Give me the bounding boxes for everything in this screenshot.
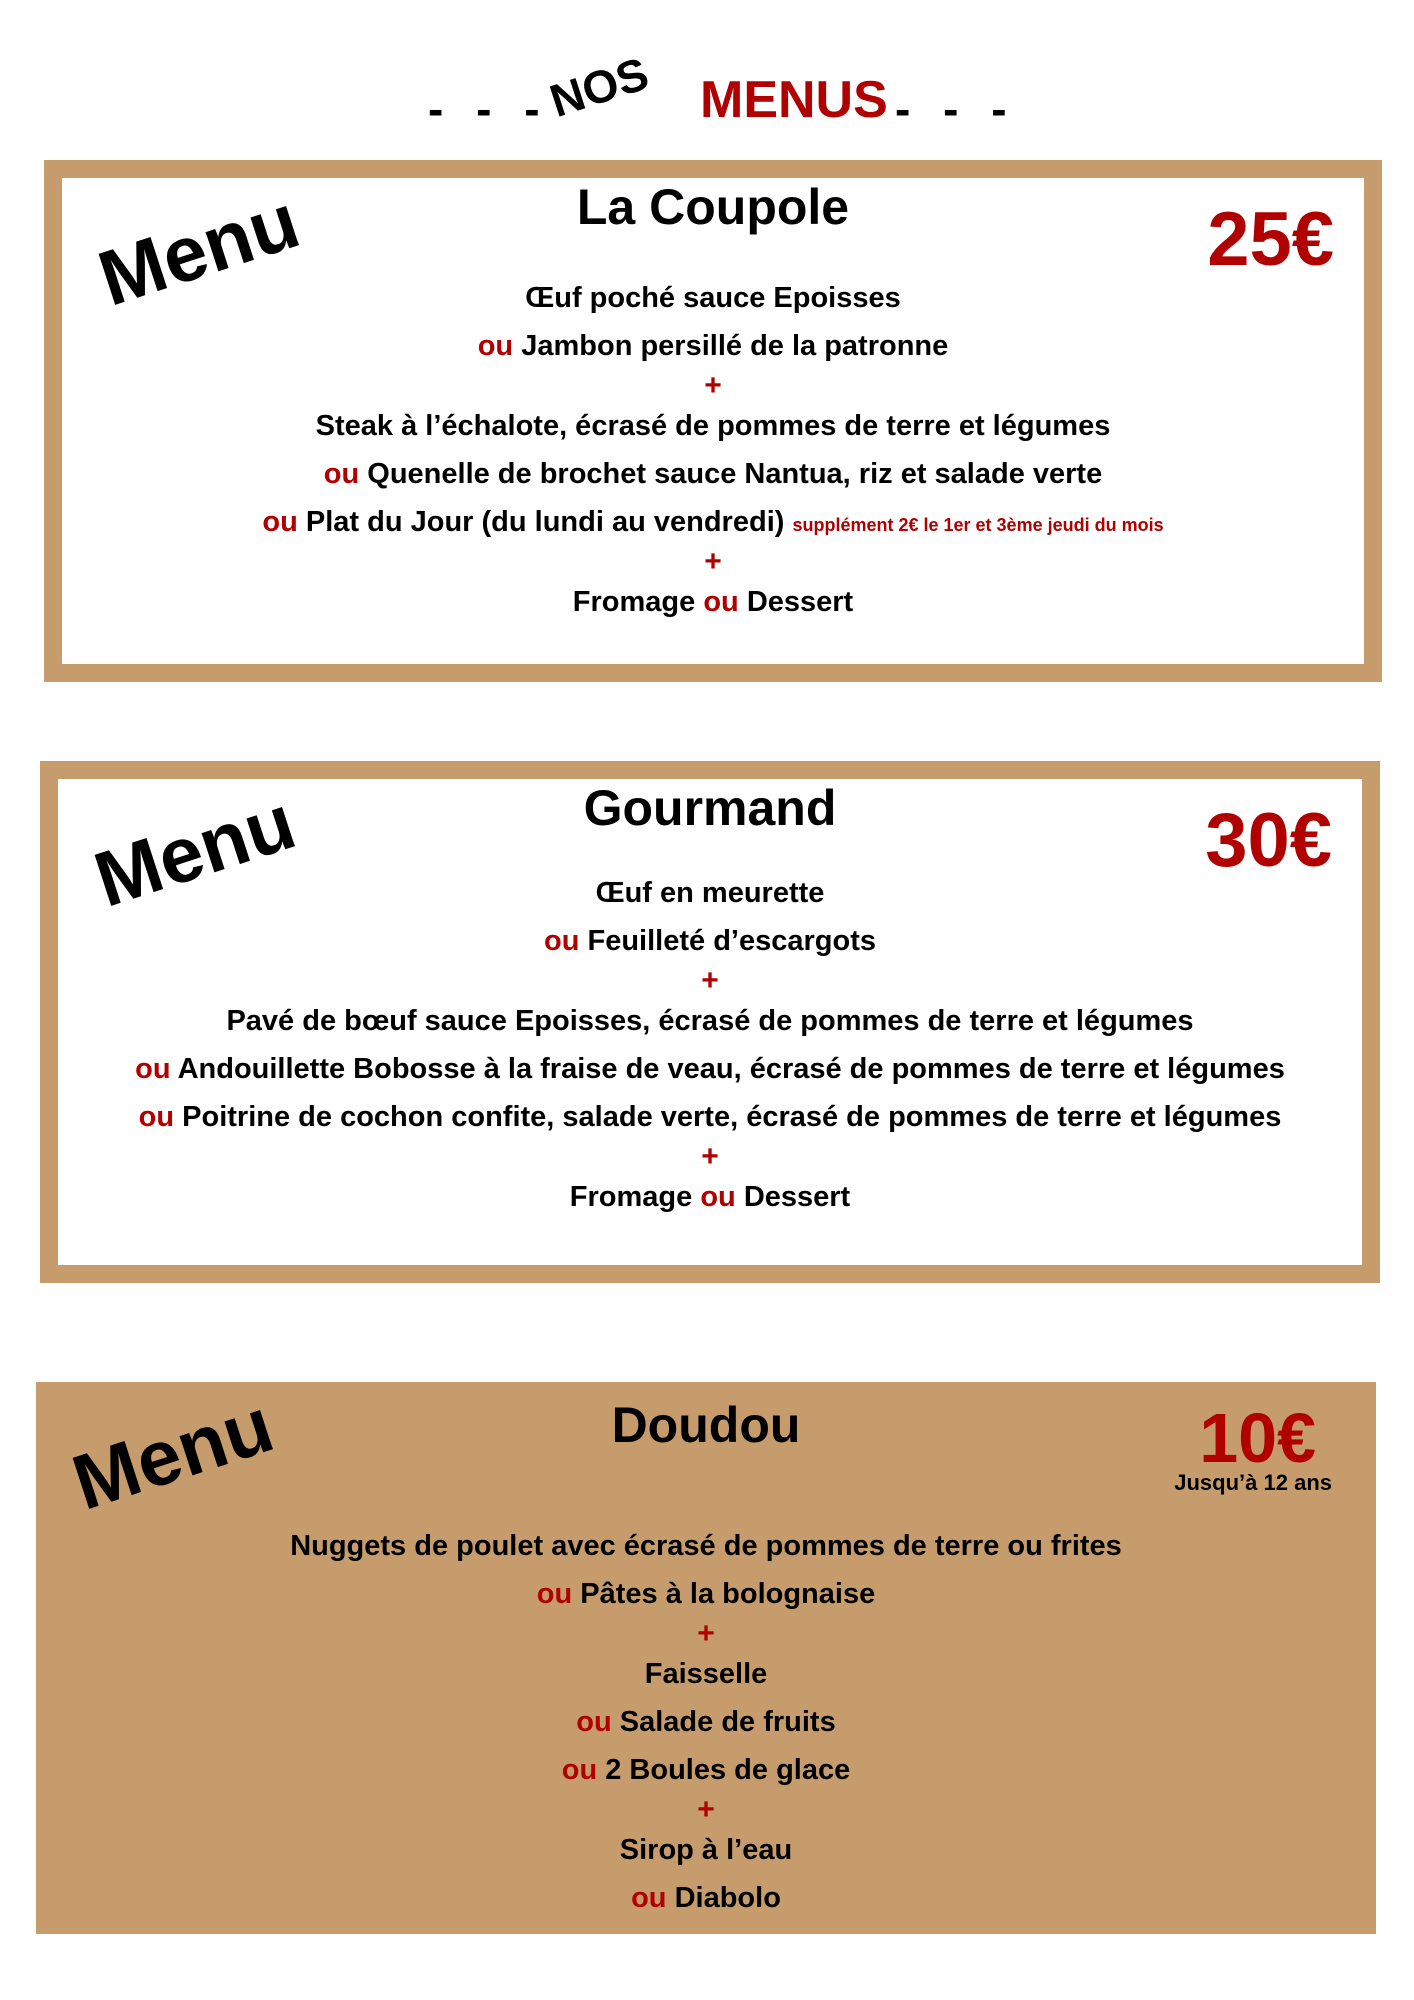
menu-item-text: Plat du Jour (du lundi au vendredi) — [305, 506, 785, 538]
menu-item-line — [36, 1874, 1376, 1922]
menu-item-line — [62, 402, 1364, 450]
header-nos: NOS — [543, 46, 655, 128]
alternative-ou: ou — [477, 330, 514, 362]
menu-item-line — [36, 1570, 1376, 1618]
menu-item-text: Faisselle — [644, 1658, 768, 1690]
course-separator-plus: + — [704, 369, 722, 402]
menu-item-line — [62, 322, 1364, 370]
menu-item-line — [62, 578, 1364, 626]
menu-item-text: Pâtes à la bolognaise — [580, 1578, 876, 1610]
menu-price-note: Jusqu’à 12 ans — [1174, 1470, 1332, 1495]
menu-item-text: Salade de fruits — [619, 1706, 836, 1738]
menu-lines — [36, 1522, 1376, 1922]
menu-item-line — [58, 869, 1362, 917]
menu-lines — [58, 869, 1362, 1221]
menu-price: 10€ — [1199, 1399, 1316, 1477]
menu-card-la-coupole — [44, 160, 1382, 682]
menu-item-line — [58, 1045, 1362, 1093]
menu-item-text: Diabolo — [674, 1882, 781, 1914]
menu-item-text: Nuggets de poulet avec écrasé de pommes de terre ou frites — [290, 1530, 1122, 1562]
menu-item-line — [58, 1093, 1362, 1141]
menu-label: Menu — [62, 1380, 284, 1527]
alternative-ou: ou — [536, 1578, 573, 1610]
header-left-dashes: - - - — [428, 83, 550, 135]
menu-item-text: Steak à l’échalote, écrasé de pommes de terre et légumes — [315, 410, 1111, 442]
menu-label: Menu — [84, 777, 306, 924]
menu-item-text: Feuilleté d’escargots — [587, 925, 876, 957]
menu-item-text: Quenelle de brochet sauce Nantua, riz et salade verte — [367, 458, 1103, 490]
menu-card-gourmand — [40, 761, 1380, 1283]
menu-card-doudou — [36, 1382, 1376, 1934]
menu-item-text: Œuf poché sauce Epoisses — [525, 282, 901, 314]
header-right-dashes: - - - — [895, 83, 1017, 135]
menu-item-line — [58, 917, 1362, 965]
course-separator-plus: + — [704, 545, 722, 578]
menu-item-line — [36, 1650, 1376, 1698]
course-separator-plus: + — [701, 964, 719, 997]
menu-item-line — [58, 997, 1362, 1045]
course-separator-plus: + — [701, 1140, 719, 1173]
menu-item-text: Andouillette Bobosse à la fraise de veau, écrasé de pommes de terre et légumes — [177, 1053, 1285, 1085]
supplement-note: supplément 2€ le 1er et 3ème jeudi du mois — [792, 515, 1164, 535]
menu-item-line — [36, 1746, 1376, 1794]
menu-item-text: Fromage — [569, 1181, 693, 1213]
alternative-ou: ou — [561, 1754, 598, 1786]
alternative-ou: ou — [138, 1101, 175, 1133]
menu-item-text: Poitrine de cochon confite, salade verte, écrasé de pommes de terre et légumes — [182, 1101, 1282, 1133]
menu-item-line — [58, 1173, 1362, 1221]
menu-item-text: Fromage — [572, 586, 696, 618]
menu-label: Menu — [88, 176, 310, 323]
menu-item-text: Pavé de bœuf sauce Epoisses, écrasé de pommes de terre et légumes — [226, 1005, 1194, 1037]
menu-item-line — [62, 498, 1364, 546]
alternative-ou: ou — [576, 1706, 612, 1738]
menu-title: La Coupole — [576, 179, 850, 235]
alternative-ou: ou — [544, 925, 580, 957]
menu-item-text: 2 Boules de glace — [605, 1754, 851, 1786]
menu-item-text: Dessert — [743, 1181, 851, 1213]
menu-item-text: Jambon persillé de la patronne — [521, 330, 949, 362]
alternative-ou: ou — [703, 586, 739, 618]
menu-title: Doudou — [611, 1397, 801, 1453]
page-header — [0, 46, 1414, 140]
menu-item-text: Œuf en meurette — [595, 877, 825, 909]
course-separator-plus: + — [697, 1793, 715, 1826]
menu-item-line — [36, 1698, 1376, 1746]
menu-price: 30€ — [1205, 798, 1332, 883]
menu-item-text: Sirop à l’eau — [619, 1834, 793, 1866]
alternative-ou: ou — [700, 1181, 736, 1213]
course-separator-plus: + — [697, 1617, 715, 1650]
menu-item-line — [36, 1826, 1376, 1874]
menu-item-text: Dessert — [746, 586, 854, 618]
alternative-ou: ou — [262, 506, 298, 538]
menu-lines — [62, 274, 1364, 626]
menu-item-line — [62, 274, 1364, 322]
alternative-ou: ou — [135, 1053, 171, 1085]
header-menus: MENUS — [700, 71, 888, 129]
alternative-ou: ou — [323, 458, 360, 490]
alternative-ou: ou — [631, 1882, 667, 1914]
menu-price: 25€ — [1207, 197, 1334, 282]
menu-item-line — [36, 1522, 1376, 1570]
menu-item-line — [62, 450, 1364, 498]
menu-title: Gourmand — [583, 780, 837, 836]
